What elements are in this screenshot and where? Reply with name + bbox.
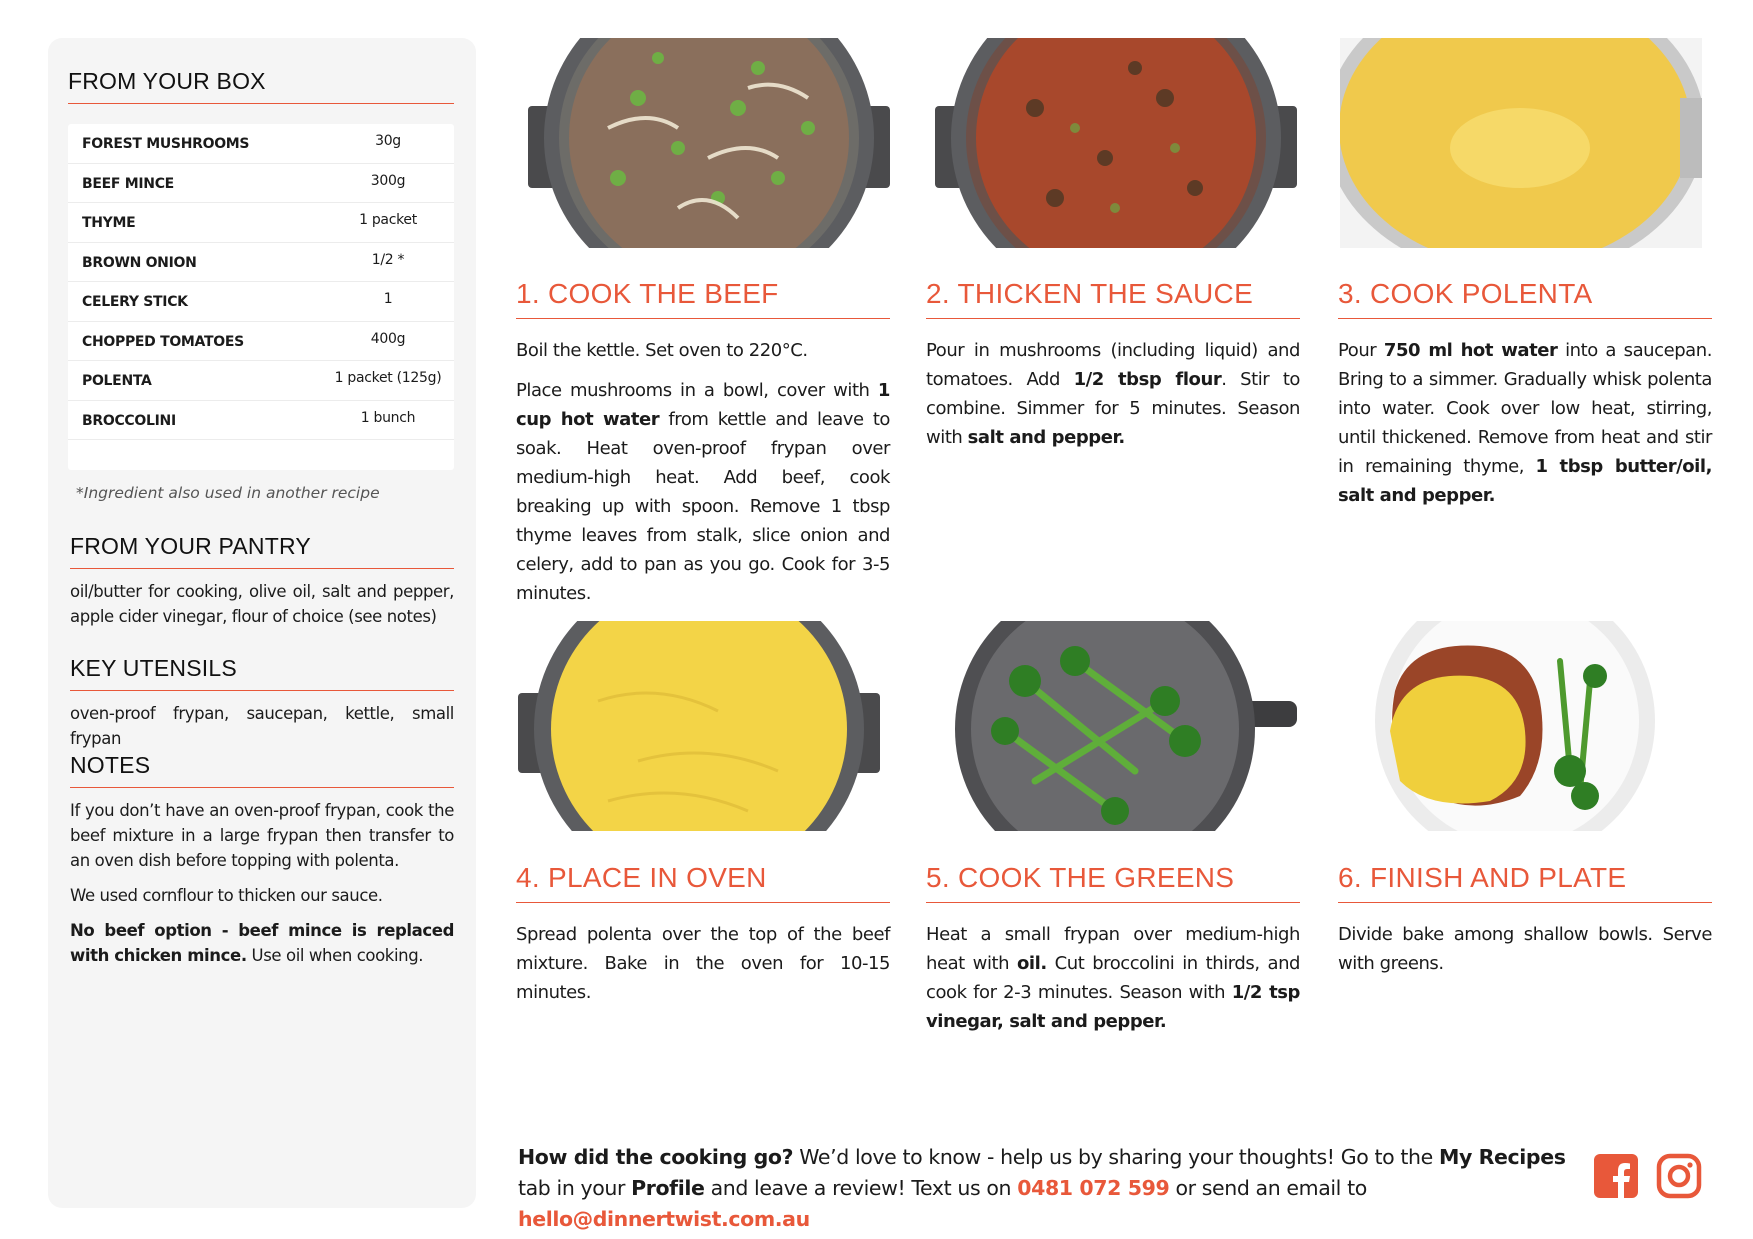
footer-text: and leave a review! Text us on (704, 1176, 1018, 1200)
footer-text: tab in your (518, 1176, 632, 1200)
ingredient-name: POLENTA (82, 373, 152, 389)
notes-bold: No beef option - beef mince is replaced with chicken mince. (70, 921, 454, 965)
feedback-footer (518, 1142, 1578, 1235)
step-6-instructions (1338, 920, 1712, 989)
ingredient-qty: 30g (375, 133, 401, 149)
notes-paragraph: If you don’t have an oven-proof frypan, cook the beef mixture in a large frypan then transfer to an oven dish before topping with polenta. (70, 801, 454, 870)
step-2-photo (935, 38, 1297, 248)
step-5-instructions (926, 920, 1300, 1047)
step-1-instructions (516, 336, 890, 619)
step-5-photo (935, 621, 1297, 831)
ingredient-name: THYME (82, 215, 136, 231)
ingredient-footnote: *Ingredient also used in another recipe (76, 484, 380, 502)
ingredient-row (68, 164, 454, 204)
step-text-a: Heat a small frypan over medium-high heat with (926, 924, 1300, 974)
step-4-title: 4. PLACE IN OVEN (516, 862, 890, 903)
key-utensils-heading: KEY UTENSILS (70, 655, 454, 691)
facebook-icon[interactable] (1592, 1152, 1640, 1200)
step-text (1338, 336, 1712, 510)
notes-text (70, 798, 454, 968)
step-6-photo (1340, 621, 1702, 831)
profile-label: Profile (631, 1176, 705, 1200)
step-6-title: 6. FINISH AND PLATE (1338, 862, 1712, 903)
step-1-photo (528, 38, 890, 248)
ingredient-qty: 1 bunch (360, 409, 416, 426)
step-text-bold: salt and pepper. (967, 427, 1125, 448)
step-3-title: 3. COOK POLENTA (1338, 278, 1712, 319)
ingredient-row (68, 401, 454, 441)
step-text-a: Pour (1338, 340, 1384, 361)
from-your-box-heading: FROM YOUR BOX (68, 68, 454, 104)
step-1-title: 1. COOK THE BEEF (516, 278, 890, 319)
step-text-bold: 1 cup hot water (516, 380, 890, 430)
ingredient-row (68, 124, 454, 164)
instagram-icon[interactable] (1655, 1152, 1703, 1200)
from-your-pantry-heading: FROM YOUR PANTRY (70, 533, 454, 569)
step-text (926, 336, 1300, 452)
step-text-bold: 1 tbsp butter/oil, salt and pepper. (1338, 456, 1712, 506)
ingredient-row (68, 243, 454, 283)
step-text-bold: oil. (1016, 953, 1047, 974)
ingredient-name: BEEF MINCE (82, 175, 174, 192)
step-text-c: . Stir to combine. Simmer for 5 minutes. Season with (926, 369, 1300, 448)
ingredient-name: FOREST MUSHROOMS (82, 136, 250, 152)
ingredient-qty: 400g (370, 330, 406, 347)
pantry-section (70, 533, 454, 629)
my-recipes-label: My Recipes (1438, 1145, 1566, 1169)
utensils-text: oven-proof frypan, saucepan, kettle, small frypan (70, 704, 454, 748)
step-text-c: into a saucepan. Bring to a simmer. Gradually whisk polenta into water. Cook over low heat, stirring, until thickened. Remove from heat and stir in remaining thyme, (1338, 340, 1712, 477)
notes-heading: NOTES (70, 752, 454, 788)
notes-text-rest: Use oil when cooking. (246, 946, 424, 965)
step-text-c: Cut broccolini in thirds, and cook for 2-3 minutes. Season with (926, 953, 1301, 1003)
step-text-bold: 1/2 tbsp flour (1073, 369, 1222, 390)
pantry-text: oil/butter for cooking, olive oil, salt and pepper, apple cider vinegar, flour of choice (see notes) (70, 582, 454, 626)
step-text: Divide bake among shallow bowls. Serve with greens. (1338, 924, 1712, 974)
step-text (926, 920, 1300, 1036)
ingredient-qty: 1 packet (359, 212, 417, 228)
utensils-section (70, 655, 454, 751)
step-2-instructions (926, 336, 1300, 463)
ingredient-row (68, 322, 454, 362)
ingredients-sidebar (48, 38, 476, 1208)
step-text-bold: 1/2 tsp vinegar, salt and pepper. (926, 982, 1300, 1032)
ingredient-name: CHOPPED TOMATOES (82, 333, 244, 350)
step-text-a: Place mushrooms in a bowl, cover with (516, 380, 878, 401)
step-3-photo (1340, 38, 1702, 248)
ingredients-table (68, 124, 454, 470)
footer-text: We’d love to know - help us by sharing your thoughts! Go to the (793, 1145, 1439, 1169)
footer-question: How did the cooking go? (518, 1145, 794, 1169)
step-text: Boil the kettle. Set oven to 220°C. (516, 340, 808, 361)
ingredient-name: BROCCOLINI (82, 412, 176, 429)
step-text: Spread polenta over the top of the beef mixture. Bake in the oven for 10-15 minutes. (516, 924, 890, 1003)
phone-link[interactable]: 0481 072 599 (1017, 1176, 1170, 1200)
email-link[interactable]: hello@dinnertwist.com.au (518, 1207, 810, 1231)
step-4-photo (518, 621, 880, 831)
ingredient-qty: 300g (370, 172, 406, 189)
ingredient-qty: 1 packet (125g) (334, 370, 442, 386)
notes-paragraph: We used cornflour to thicken our sauce. (70, 886, 383, 905)
ingredient-name: CELERY STICK (82, 294, 188, 310)
ingredient-row (68, 361, 454, 401)
step-4-instructions (516, 920, 890, 1018)
ingredient-qty: 1/2 * (371, 251, 405, 268)
step-5-title: 5. COOK THE GREENS (926, 862, 1300, 903)
ingredient-row (68, 282, 454, 322)
footer-text: or send an email to (1169, 1176, 1367, 1200)
step-text-bold: 750 ml hot water (1383, 340, 1558, 361)
ingredient-qty: 1 (383, 291, 393, 307)
ingredient-row (68, 203, 454, 243)
notes-paragraph (70, 918, 454, 968)
step-text (516, 376, 890, 608)
ingredient-name: BROWN ONION (82, 254, 197, 271)
step-3-instructions (1338, 336, 1712, 521)
notes-section (70, 752, 454, 978)
step-text-a: Pour in mushrooms (including liquid) and tomatoes. Add (926, 340, 1300, 390)
step-2-title: 2. THICKEN THE SAUCE (926, 278, 1300, 319)
step-text-c: from kettle and leave to soak. Heat oven-proof frypan over medium-high heat. Add beef, cook breaking up with spoon. Remove 1 tbsp thyme leaves from stalk, slice onion and celery, add to pan as you go. Cook for 3-5 minutes. (516, 409, 890, 604)
